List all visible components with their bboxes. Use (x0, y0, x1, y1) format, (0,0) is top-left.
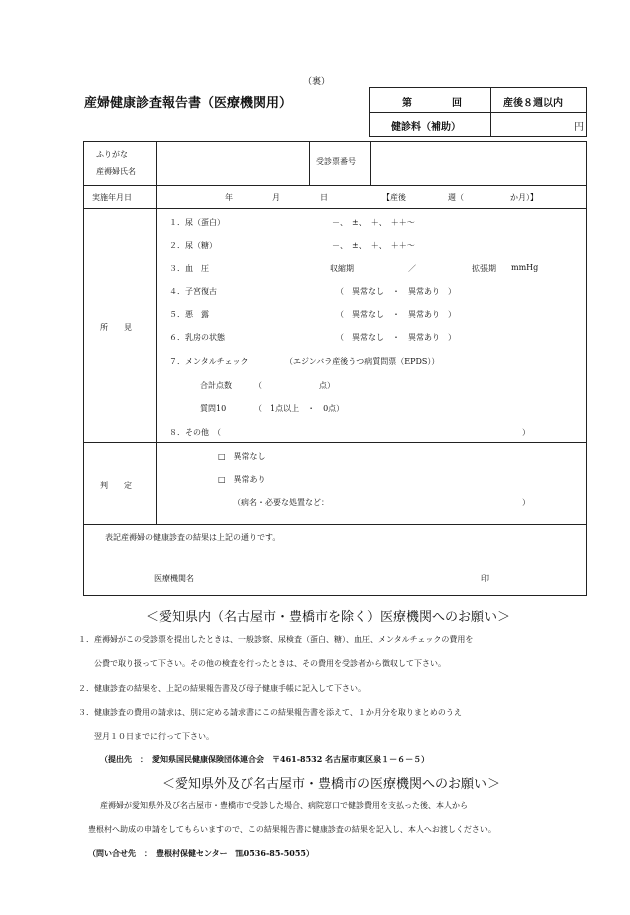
date-day: 日 (320, 193, 328, 202)
contact-info: （問い合せ先 ： 豊根村保健センター ℡0536-85-5055） (88, 848, 314, 858)
visit-count-suffix: 回 (452, 98, 462, 109)
finding-lochia: ５．悪 露 (169, 310, 209, 319)
epds-total-score-close: 点） (319, 381, 335, 390)
postpartum-months: か月）】 (510, 193, 538, 202)
date-month: 月 (272, 193, 280, 202)
visit-count-prefix: 第 (402, 98, 412, 109)
request-in-item-1-cont: 公費で取り扱って下さい。その他の検査を行ったときは、その費用を受診者から徴収して下さい。 (78, 659, 446, 668)
judgment-abnormal-checkbox[interactable]: □ 異常あり (218, 475, 266, 484)
patient-name-label: 産褥婦氏名 (96, 167, 136, 176)
fee-unit: 円 (574, 122, 584, 133)
form-title: 産婦健康診査報告書（医療機関用） (84, 96, 293, 111)
request-in-title: ＜愛知県内（名古屋市・豊橋市を除く）医療機関へのお願い＞ (146, 610, 511, 625)
bp-unit: mmHg (511, 263, 539, 272)
judgment-note: （病名・必要な処置など： (233, 498, 329, 507)
bp-systolic-label: 収縮期 (330, 264, 354, 273)
finding-urine-sugar: ２．尿（糖） (169, 241, 217, 250)
finding-uterus: ４．子宮復古 (169, 287, 217, 296)
finding-other: ８．その他 （ (169, 428, 221, 437)
finding-urine-sugar-options: －、 ±、 ＋、 ＋＋～ (332, 241, 415, 250)
request-in-item-3-cont: 翌月１０日までに行って下さい。 (78, 732, 214, 741)
finding-mental-check-note: （エジンバラ産後うつ病質問票（EPDS）） (285, 357, 440, 366)
clinic-name-label: 医療機関名 (154, 574, 194, 583)
finding-urine-protein: １．尿（蛋白） (169, 218, 225, 227)
findings-label: 所 見 (100, 323, 132, 332)
finding-breast-options: （ 異常なし ・ 異常あり ） (336, 333, 456, 342)
postpartum-bracket: 【産後 (382, 193, 406, 202)
bp-slash: ／ (408, 264, 416, 273)
judgment-note-close: ） (522, 498, 530, 507)
submit-to: （提出先 ： 愛知県国民健康保険団体連合会 〒461-8532 名古屋市東区泉１－６－５） (100, 754, 430, 764)
seal-mark: 印 (481, 574, 489, 583)
postpartum-period: 産後８週以内 (503, 98, 563, 109)
epds-q10-options: （ 1点以上 ・ 0点） (254, 404, 345, 413)
ticket-number-label: 受診票番号 (316, 157, 356, 166)
finding-breast: ６．乳房の状態 (169, 333, 225, 342)
postpartum-weeks: 週（ (448, 193, 464, 202)
exam-date-label: 実施年月日 (92, 193, 132, 202)
request-out-line-2: 豊根村へ助成の申請をしてもらいますので、この結果報告書に健康診査の結果を記入し、本人へお渡しください。 (88, 825, 496, 834)
report-table (83, 141, 587, 596)
confirm-statement: 表記産褥婦の健康診査の結果は上記の通りです。 (105, 533, 281, 542)
finding-blood-pressure: ３．血 圧 (169, 264, 209, 273)
furigana-label: ふりがな (96, 150, 128, 159)
request-in-item-3: ３．健康診査の費用の請求は、別に定める請求書にこの結果報告書を添えて、１か月分を取りまとめのうえ (78, 708, 462, 717)
finding-uterus-options: （ 異常なし ・ 異常あり ） (336, 287, 456, 296)
finding-urine-protein-options: －、 ±、 ＋、 ＋＋～ (332, 218, 415, 227)
request-out-title: ＜愛知県外及び名古屋市・豊橋市の医療機関へのお願い＞ (162, 777, 501, 792)
page-side-label: （裏） (303, 77, 331, 87)
epds-q10-label: 質問10 (200, 404, 227, 413)
finding-mental-check: ７．メンタルチェック (169, 357, 249, 366)
finding-lochia-options: （ 異常なし ・ 異常あり ） (336, 310, 456, 319)
bp-diastolic-label: 拡張期 (472, 264, 496, 273)
judgment-normal-checkbox[interactable]: □ 異常なし (218, 452, 266, 461)
epds-total-score-open: （ (254, 381, 262, 390)
request-in-item-2: ２．健康診査の結果を、上記の結果報告書及び母子健康手帳に記入して下さい。 (78, 684, 366, 693)
request-out-line-1: 産褥婦が愛知県外及び名古屋市・豊橋市で受診した場合、病院窓口で健診費用を支払った後、本人から (100, 801, 468, 810)
fee-label: 健診料（補助） (391, 122, 461, 133)
date-year: 年 (225, 193, 233, 202)
epds-total-score-label: 合計点数 (200, 381, 232, 390)
judgment-label: 判 定 (100, 481, 132, 490)
request-in-item-1: １．産褥婦がこの受診票を提出したときは、一般診察、尿検査（蛋白、糖）、血圧、メンタルチェックの費用を (78, 635, 474, 644)
finding-other-close: ） (522, 428, 530, 437)
